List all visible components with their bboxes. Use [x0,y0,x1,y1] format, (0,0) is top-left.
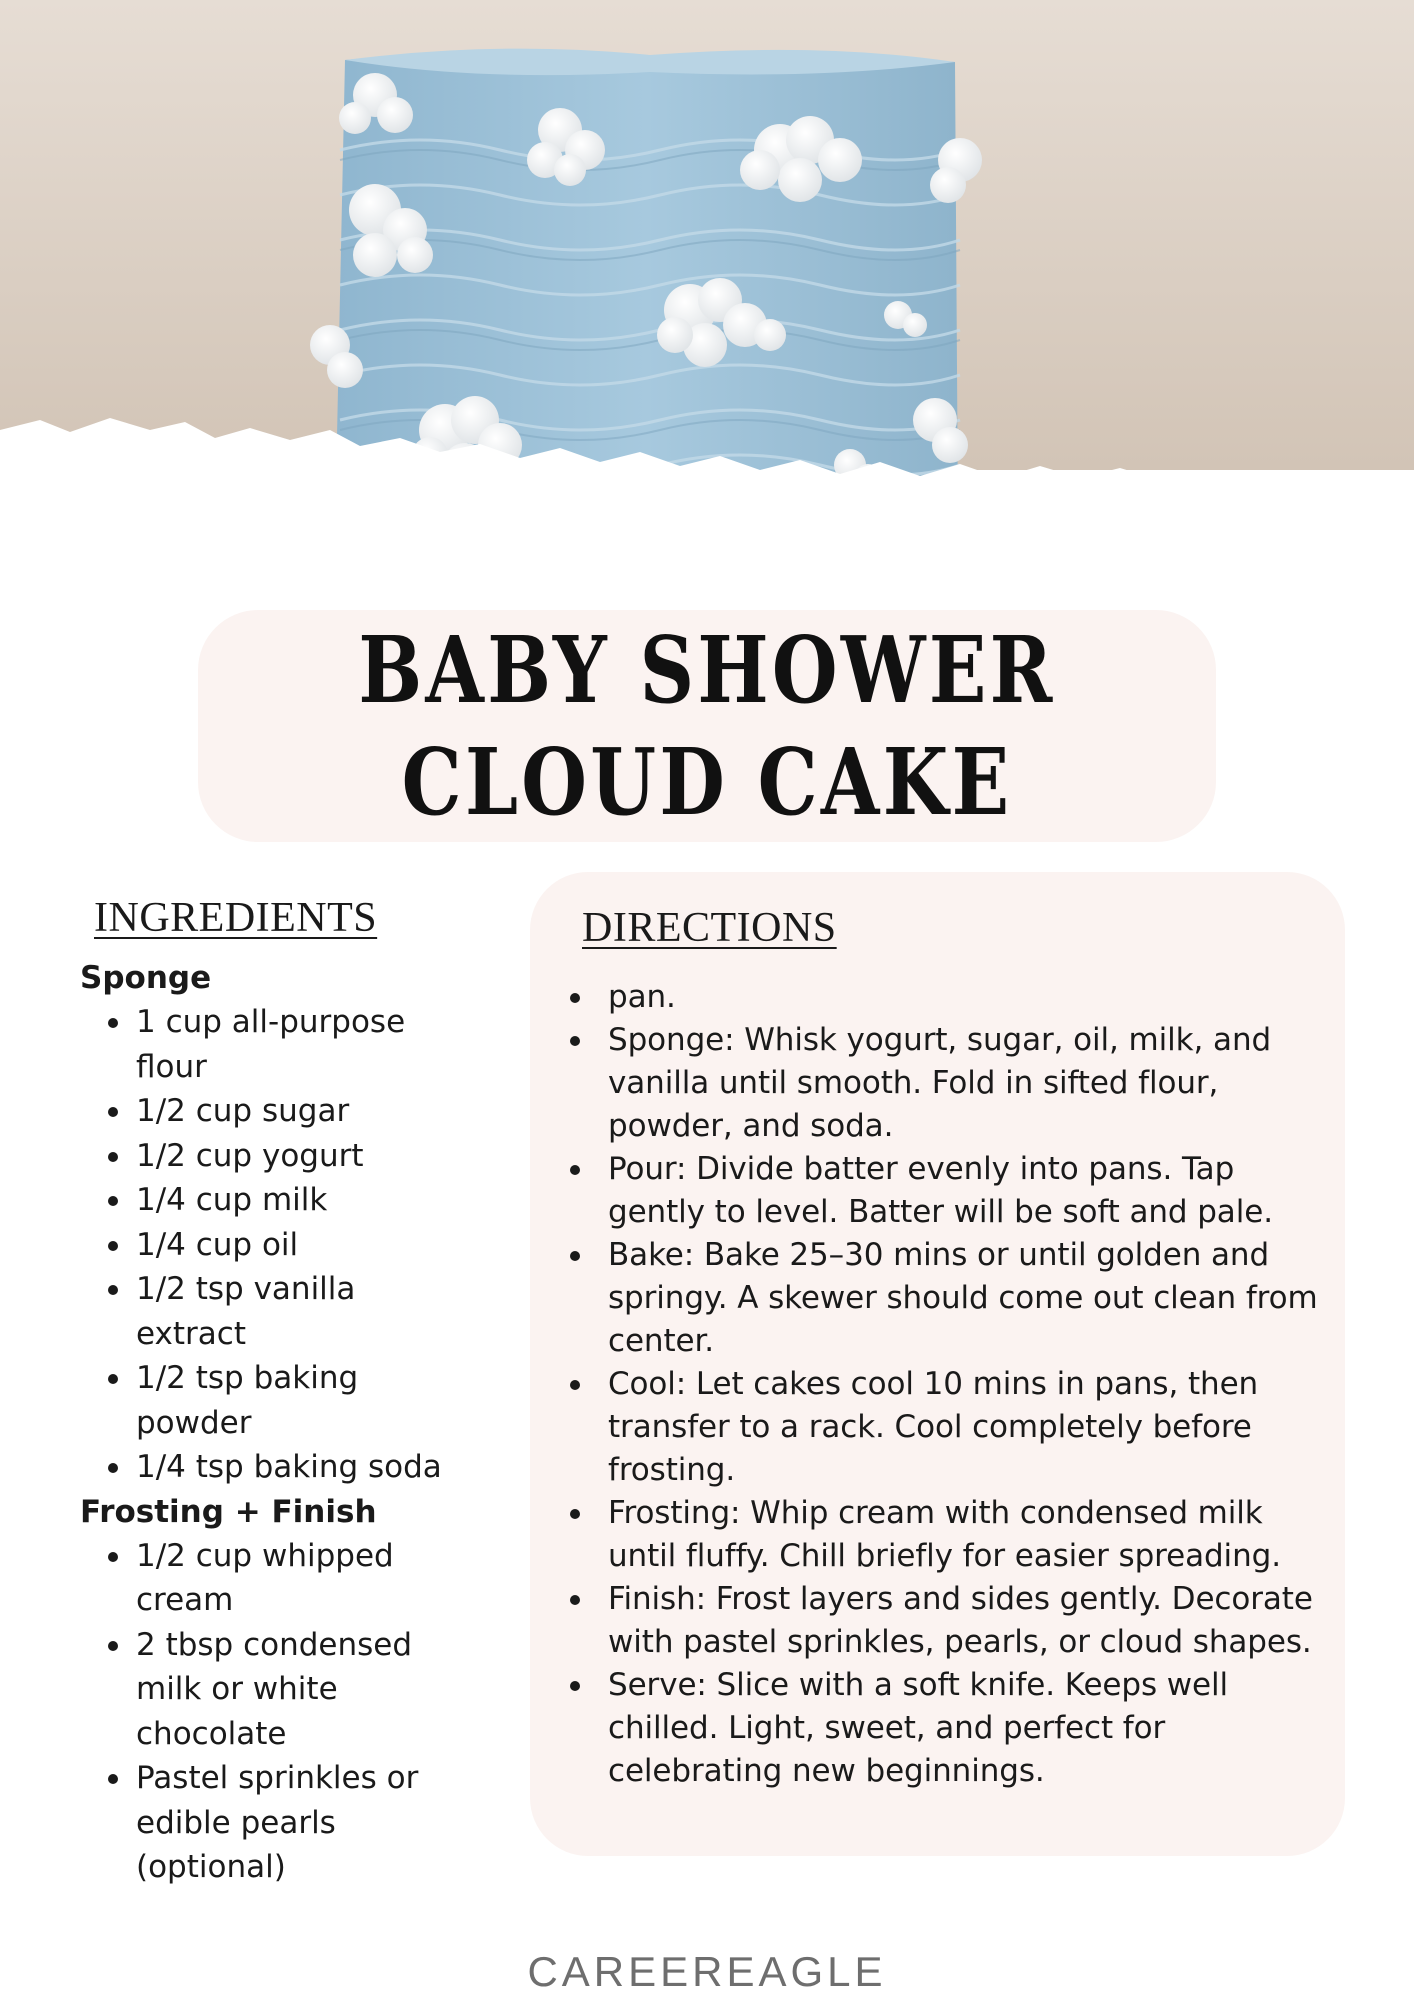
ingredient-item: 1/4 tsp baking soda [80,1445,466,1490]
ingredient-item: 1/2 tsp vanilla extract [80,1267,466,1356]
directions-heading: DIRECTIONS [582,905,837,951]
direction-step: Frosting: Whip cream with condensed milk until fluffy. Chill briefly for easier spreading. [530,1492,1320,1578]
frosting-ingredient-list [80,1534,500,1890]
direction-step: Finish: Frost layers and sides gently. Decorate with pastel sprinkles, pearls, or cloud shapes. [530,1578,1320,1664]
ingredients-section [80,890,500,1890]
directions-panel [530,872,1345,1856]
directions-list [530,976,1320,1793]
ingredient-item: 1/2 cup sugar [80,1089,466,1134]
ingredients-heading: INGREDIENTS [94,895,378,941]
cake-illustration [0,0,1414,560]
ingredient-item: 1/2 tsp baking powder [80,1356,466,1445]
recipe-title: BABY SHOWER CLOUD CAKE [358,616,1056,836]
footer-brand-logo: CAREEREAGLE [527,1948,887,1995]
direction-step: Serve: Slice with a soft knife. Keeps well chilled. Light, sweet, and perfect for celebrating new beginnings. [530,1664,1320,1793]
ingredient-item: 1/4 cup milk [80,1178,466,1223]
ingredient-item: 1 cup all-purpose flour [80,1000,466,1089]
direction-step: Sponge: Whisk yogurt, sugar, oil, milk, and vanilla until smooth. Fold in sifted flour, powder, and soda. [530,1019,1320,1148]
direction-step: Bake: Bake 25–30 mins or until golden and springy. A skewer should come out clean from center. [530,1234,1320,1363]
ingredient-item: 1/2 cup yogurt [80,1134,466,1179]
sponge-ingredient-list [80,1000,500,1490]
ingredient-group-title: Sponge [80,960,212,996]
direction-step: Cool: Let cakes cool 10 mins in pans, then transfer to a rack. Cool completely before frosting. [530,1363,1320,1492]
ingredient-item: Pastel sprinkles or edible pearls (optional) [80,1756,466,1890]
direction-step: pan. [530,976,1320,1019]
hero-cake-photo [0,0,1414,560]
ingredient-group-title: Frosting + Finish [80,1493,377,1530]
ingredient-item: 2 tbsp condensed milk or white chocolate [80,1623,466,1757]
direction-step: Pour: Divide batter evenly into pans. Tap gently to level. Batter will be soft and pale. [530,1148,1320,1234]
ingredient-item: 1/2 cup whipped cream [80,1534,466,1623]
title-panel [198,610,1216,842]
ingredient-item: 1/4 cup oil [80,1223,466,1268]
